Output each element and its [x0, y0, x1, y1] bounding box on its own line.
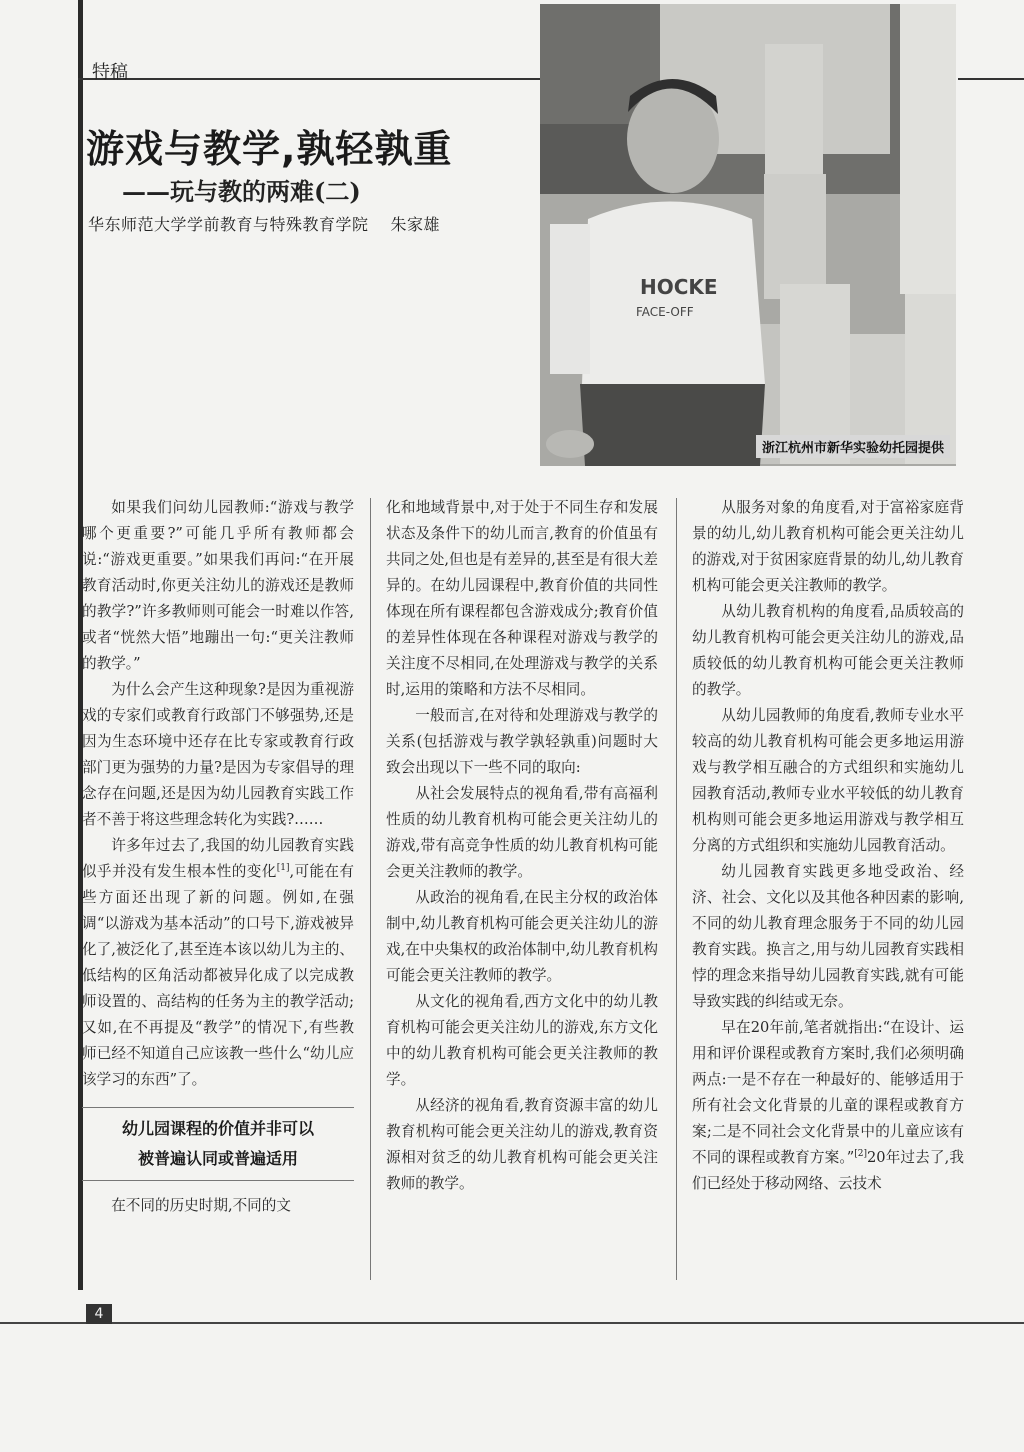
section-label: 特稿 — [92, 62, 128, 83]
article-subtitle: ——玩与教的两难(二) — [122, 177, 361, 206]
paragraph: 从经济的视角看,教育资源丰富的幼儿教育机构可能会更关注幼儿的游戏,教育资源相对贫乏的幼儿教育机构可能会更关注教师的教学。 — [386, 1097, 658, 1192]
reference-mark: [1] — [276, 863, 290, 874]
section-heading-line: 被普遍认同或普遍适用 — [137, 1149, 298, 1168]
paragraph: 在不同的历史时期,不同的文 — [111, 1197, 291, 1214]
paragraph: 幼儿园教育实践更多地受政治、经济、社会、文化以及其他各种因素的影响,不同的幼儿教育理念服务于不同的幼儿园教育实践。换言之,用与幼儿园教育实践相悖的理念来指导幼儿园教育实践,就有可能导致实践的纠结或无奈。 — [692, 863, 964, 1010]
footer-rule — [0, 1322, 1024, 1324]
header-rule — [78, 78, 542, 80]
paragraph: 从政治的视角看,在民主分权的政治体制中,幼儿教育机构可能会更关注幼儿的游戏,在中央集权的政治体制中,幼儿教育机构可能会更关注教师的教学。 — [386, 889, 658, 984]
paragraph: 从服务对象的角度看,对于富裕家庭背景的幼儿,幼儿教育机构可能会更关注幼儿的游戏,对于贫困家庭背景的幼儿,幼儿教育机构可能会更关注教师的教学。 — [692, 499, 964, 594]
paragraph — [82, 833, 354, 1093]
text-column-3 — [692, 495, 964, 1197]
section-heading-line: 幼儿园课程的价值并非可以 — [121, 1119, 314, 1138]
paragraph-text: 早在20年前,笔者就指出:“在设计、运用和评价课程或教育方案时,我们必须明确两点:一是不存在一种最好的、能够适用于所有社会文化背景的儿童的课程或教育方案;二是不同社会文化背景中的儿童应该有不同的课程或教育方案。” — [692, 1019, 964, 1166]
section-heading — [82, 1107, 354, 1181]
paragraph: 一般而言,在对待和处理游戏与教学的关系(包括游戏与教学孰轻孰重)问题时大致会出现以下一些不同的取向: — [386, 707, 658, 776]
paragraph: 如果我们问幼儿园教师:“游戏与教学哪个更重要?”可能几乎所有教师都会说:“游戏更重要。”如果我们再问:“在开展教育活动时,你更关注幼儿的游戏还是教师的教学?”许多教师则可能会一时难以作答,或者“恍然大悟”地蹦出一句:“更关注教师的教学。” — [82, 499, 354, 672]
shirt-text-2: FACE-OFF — [636, 305, 694, 319]
article-photo — [540, 4, 956, 466]
column-divider — [370, 498, 371, 1280]
column-divider — [676, 498, 677, 1280]
byline — [88, 212, 440, 235]
author-affiliation: 华东师范大学学前教育与特殊教育学院 — [88, 215, 369, 234]
text-column-1 — [82, 495, 354, 1219]
photo-credit: 浙江杭州市新华实验幼托园提供 — [756, 435, 950, 458]
paragraph-text: 20年过去了,我们已经处于移动网络、云技术 — [692, 1149, 964, 1192]
paragraph — [692, 1015, 964, 1197]
article-title: 游戏与教学,孰轻孰重 — [86, 127, 453, 171]
paragraph-text: ,可能在有些方面还出现了新的问题。例如,在强调“以游戏为基本活动”的口号下,游戏被异化了,被泛化了,甚至连本该以幼儿为主的、低结构的区角活动都被异化成了以完成教师设置的、高结构的任务为主的教学活动;又如,在不再提及“教学”的情况下,有些教师已经不知道自己应该教一些什么“幼儿应该学习的东西”了。 — [82, 863, 354, 1088]
author-name: 朱家雄 — [390, 215, 441, 234]
paragraph: 从幼儿园教师的角度看,教师专业水平较高的幼儿教育机构可能会更多地运用游戏与教学相互融合的方式组织和实施幼儿园教育活动,教师专业水平较低的幼儿教育机构则可能会更多地运用游戏与教学相互分离的方式组织和实施幼儿园教育活动。 — [692, 707, 964, 854]
paragraph-text: 许多年过去了,我国的幼儿园教育实践似乎并没有发生根本性的变化 — [82, 837, 354, 880]
reference-mark: [2] — [854, 1149, 867, 1160]
shirt-text-1: HOCKE — [640, 275, 718, 299]
text-column-2 — [386, 495, 658, 1197]
page-number: 4 — [86, 1304, 112, 1324]
paragraph: 为什么会产生这种现象?是因为重视游戏的专家们或教育行政部门不够强势,还是因为生态环境中还存在比专家或教育行政部门更为强势的力量?是因为专家倡导的理念存在问题,还是因为幼儿园教育实践工作者不善于将这些理念转化为实践?…… — [82, 681, 354, 828]
paragraph: 从文化的视角看,西方文化中的幼儿教育机构可能会更关注幼儿的游戏,东方文化中的幼儿教育机构可能会更关注教师的教学。 — [386, 993, 658, 1088]
paragraph: 化和地域背景中,对于处于不同生存和发展状态及条件下的幼儿而言,教育的价值虽有共同之处,但也是有差异的,甚至是有很大差异的。在幼儿园课程中,教育价值的共同性体现在所有课程都包含游戏成分;教育价值的差异性体现在各种课程对游戏与教学的关注度不尽相同,在处理游戏与教学的关系时,运用的策略和方法不尽相同。 — [386, 499, 658, 698]
photo-illustration — [540, 4, 956, 466]
header-rule-right — [958, 78, 1024, 80]
paragraph: 从幼儿教育机构的角度看,品质较高的幼儿教育机构可能会更关注幼儿的游戏,品质较低的幼儿教育机构可能会更关注教师的教学。 — [692, 603, 964, 698]
paragraph: 从社会发展特点的视角看,带有高福利性质的幼儿教育机构可能会更关注幼儿的游戏,带有高竞争性质的幼儿教育机构可能会更关注教师的教学。 — [386, 785, 658, 880]
